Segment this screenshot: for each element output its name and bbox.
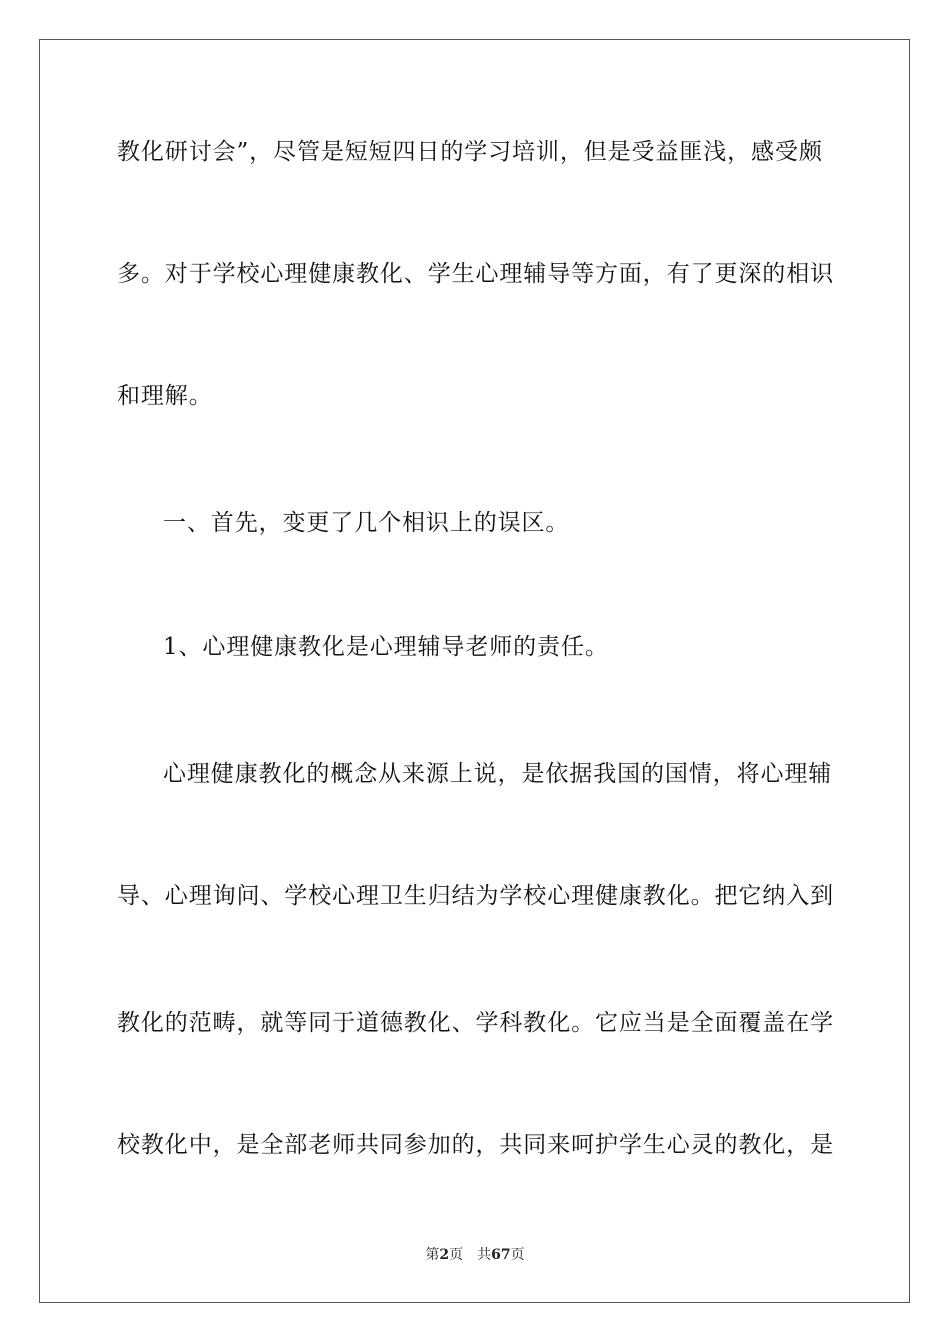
- body-line-7: 校教化中，是全部老师共同参加的，共同来呵护学生心灵的教化，是: [117, 1132, 834, 1158]
- subheading-1: 1、心理健康教化是心理辅导老师的责任。: [163, 634, 609, 660]
- footer-total-suffix: 页: [510, 1247, 525, 1263]
- footer-page-suffix: 页: [449, 1247, 464, 1263]
- body-line-4: 心理健康教化的概念从来源上说，是依据我国的国情，将心理辅: [163, 761, 833, 787]
- page-footer: [0, 1246, 950, 1264]
- footer-page-prefix: 第: [425, 1247, 440, 1263]
- footer-total-prefix: 共: [477, 1247, 492, 1263]
- body-line-1: 教化研讨会”，尽管是短短四日的学习培训，但是受益匪浅，感受颇: [117, 139, 823, 165]
- page-frame: [39, 39, 910, 1303]
- body-line-3: 和理解。: [117, 383, 213, 409]
- body-line-2: 多。对于学校心理健康教化、学生心理辅导等方面，有了更深的相识: [117, 261, 834, 287]
- footer-total-pages: 67: [491, 1247, 511, 1263]
- body-line-6: 教化的范畴，就等同于道德教化、学科教化。它应当是全面覆盖在学: [117, 1010, 834, 1036]
- footer-page-number: 2: [439, 1247, 450, 1263]
- section-heading-1: 一、首先，变更了几个相识上的误区。: [163, 510, 570, 536]
- body-line-5: 导、心理询问、学校心理卫生归结为学校心理健康教化。把它纳入到: [117, 883, 834, 909]
